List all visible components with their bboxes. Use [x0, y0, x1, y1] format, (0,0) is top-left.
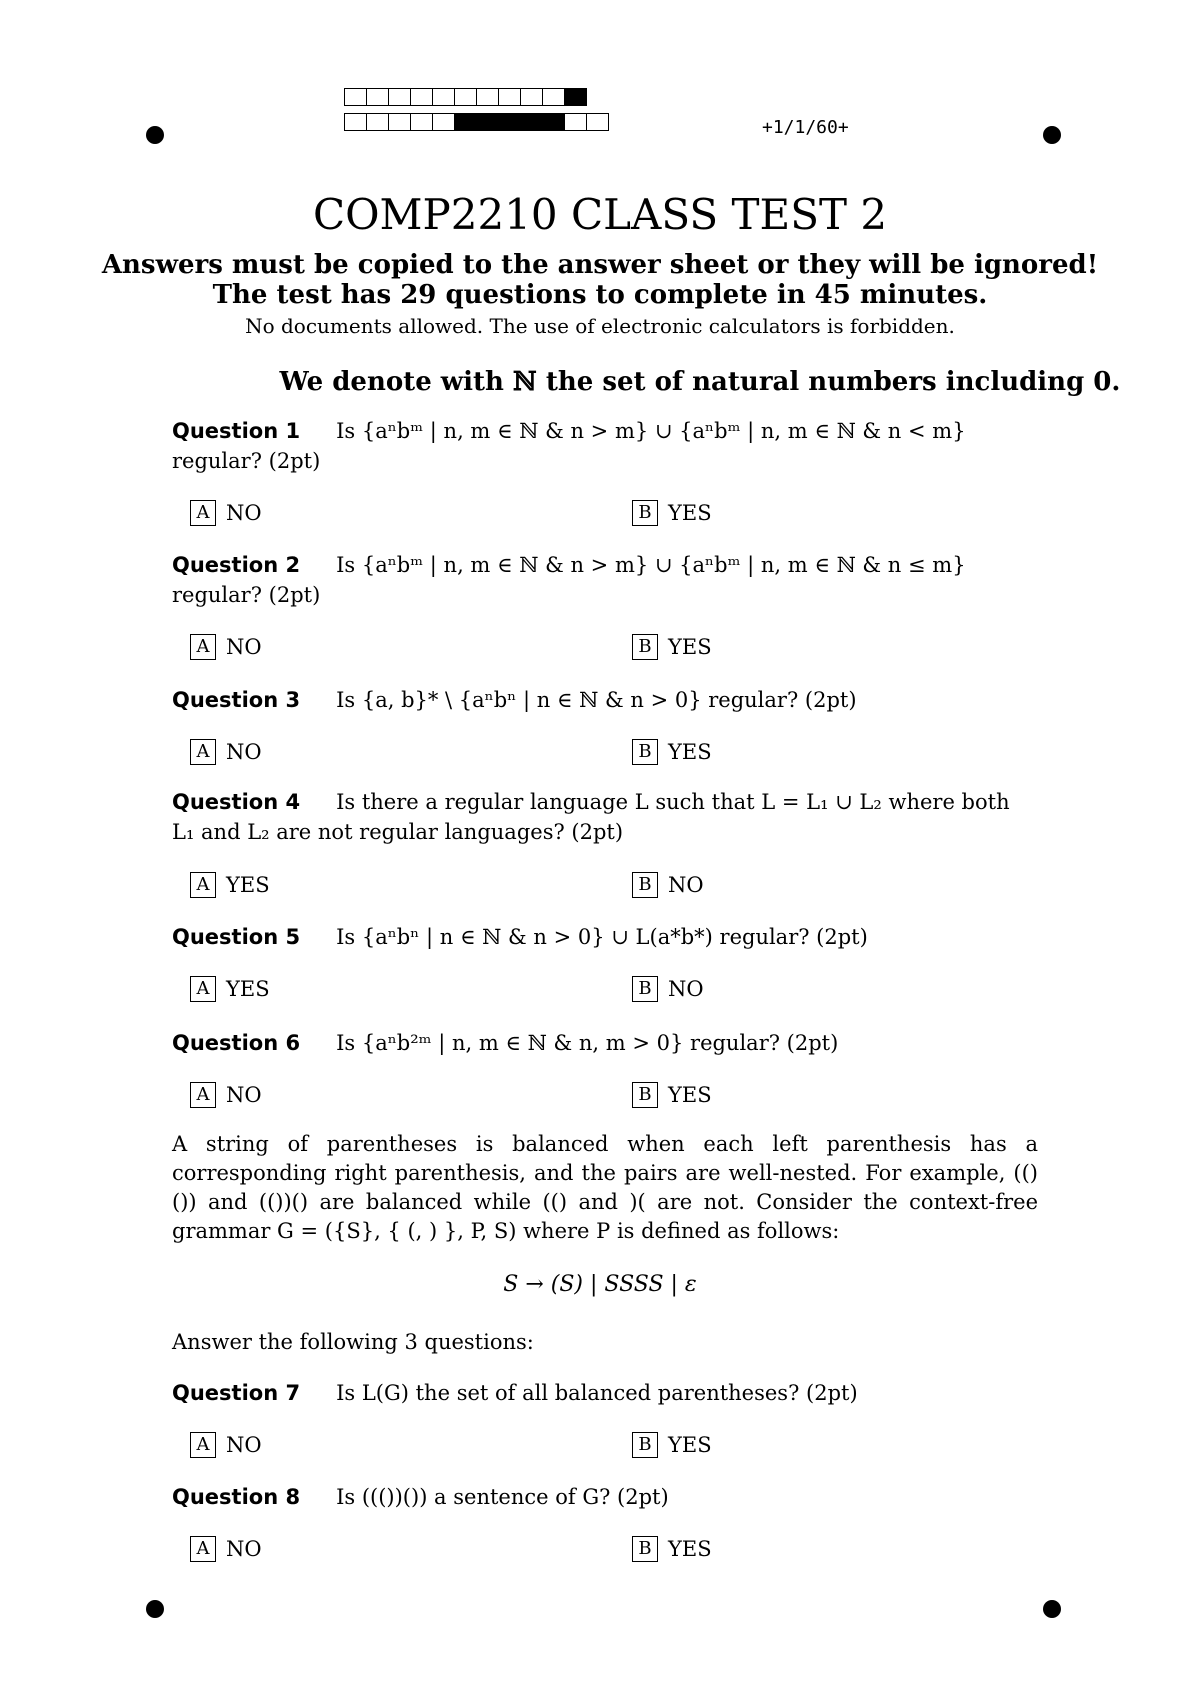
answer-option-a[interactable]: [190, 739, 262, 765]
answer-label: NO: [226, 740, 262, 764]
barcode-cell: [520, 113, 543, 131]
question-4: [172, 787, 1038, 847]
barcode-cell: [366, 88, 389, 106]
checkbox-b[interactable]: B: [632, 500, 658, 526]
question-label: Question 3: [172, 688, 301, 712]
question-text: Is {aⁿb²ᵐ | n, m ∈ ℕ & n, m > 0} regular? (2pt): [336, 1031, 839, 1055]
question-text: Is {aⁿbⁿ | n ∈ ℕ & n > 0} ∪ L(a*b*) regular? (2pt): [336, 925, 868, 949]
barcode-cell: [388, 113, 411, 131]
page-title: COMP2210 CLASS TEST 2: [312, 190, 888, 239]
answer-option-b[interactable]: [632, 500, 712, 526]
barcode-cell: [454, 88, 477, 106]
registration-dot-top-left: [146, 126, 164, 144]
question-2: [172, 550, 1038, 610]
checkbox-a[interactable]: A: [190, 1536, 216, 1562]
question-label: Question 4: [172, 790, 301, 814]
barcode-row: [345, 88, 609, 106]
answer-option-b[interactable]: [632, 739, 712, 765]
barcode-cell: [564, 88, 587, 106]
barcode-cell: [476, 88, 499, 106]
barcode-row: [345, 113, 609, 131]
answer-label: NO: [226, 501, 262, 525]
barcode-cell: [498, 113, 521, 131]
answer-option-a[interactable]: [190, 500, 262, 526]
answer-option-b[interactable]: [632, 1082, 712, 1108]
barcode-cell: [476, 113, 499, 131]
barcode-cell: [520, 88, 543, 106]
checkbox-a[interactable]: A: [190, 872, 216, 898]
barcode-cell: [454, 113, 477, 131]
question-6: [172, 1028, 1038, 1058]
question-7: [172, 1378, 1038, 1408]
answer-label: NO: [668, 873, 704, 897]
answer-option-b[interactable]: [632, 976, 704, 1002]
question-label: Question 6: [172, 1031, 301, 1055]
checkbox-b[interactable]: B: [632, 1536, 658, 1562]
question-1: [172, 416, 1038, 476]
barcode-cell: [564, 113, 587, 131]
grammar-paragraph: A string of parentheses is balanced when each left parenthesis has a corresponding right parenthesis, and the pairs are well-nested. For example, (()()) and (())() are balanced while (() and )( are not. Consider the context-free grammar G = ({S}, { (, ) }, P, S) where P is defined as follows:: [172, 1132, 1038, 1243]
checkbox-a[interactable]: A: [190, 1432, 216, 1458]
barcode-cell: [432, 88, 455, 106]
barcode-cell: [542, 88, 565, 106]
answer-label: YES: [668, 501, 712, 525]
question-label: Question 7: [172, 1381, 301, 1405]
instruction-line-2: The test has 29 questions to complete in 45 minutes.: [212, 280, 988, 310]
question-text: Is ((())()) a sentence of G? (2pt): [336, 1485, 669, 1509]
answer-label: YES: [226, 977, 270, 1001]
barcode: [345, 88, 609, 131]
instruction-line-1: Answers must be copied to the answer sheet or they will be ignored!: [101, 250, 1099, 280]
follow-up-instruction: Answer the following 3 questions:: [172, 1330, 534, 1354]
barcode-cell: [410, 113, 433, 131]
question-text: Is there a regular language L such that L = L₁ ∪ L₂ where both L₁ and L₂ are not regular languages? (2pt): [172, 790, 1010, 844]
answer-option-b[interactable]: [632, 1432, 712, 1458]
question-text: Is L(G) the set of all balanced parentheses? (2pt): [336, 1381, 858, 1405]
checkbox-b[interactable]: B: [632, 1432, 658, 1458]
answer-label: NO: [668, 977, 704, 1001]
barcode-cell: [498, 88, 521, 106]
grammar-rule: S → (S) | SSSS | ε: [503, 1272, 697, 1297]
answer-label: NO: [226, 635, 262, 659]
barcode-cell: [344, 113, 367, 131]
answer-option-a[interactable]: [190, 872, 270, 898]
checkbox-a[interactable]: A: [190, 976, 216, 1002]
answer-option-a[interactable]: [190, 1082, 262, 1108]
checkbox-b[interactable]: B: [632, 976, 658, 1002]
registration-dot-bottom-right: [1043, 1600, 1061, 1618]
answer-label: YES: [668, 1083, 712, 1107]
barcode-cell: [366, 113, 389, 131]
answer-label: YES: [668, 1537, 712, 1561]
checkbox-a[interactable]: A: [190, 739, 216, 765]
question-text: Is {aⁿbᵐ | n, m ∈ ℕ & n > m} ∪ {aⁿbᵐ | n, m ∈ ℕ & n ≤ m} regular? (2pt): [172, 553, 966, 607]
answer-label: YES: [226, 873, 270, 897]
barcode-cell: [344, 88, 367, 106]
barcode-cell: [410, 88, 433, 106]
barcode-cell: [388, 88, 411, 106]
barcode-cell: [432, 113, 455, 131]
checkbox-b[interactable]: B: [632, 634, 658, 660]
question-label: Question 5: [172, 925, 301, 949]
question-label: Question 8: [172, 1485, 301, 1509]
answer-option-a[interactable]: [190, 976, 270, 1002]
answer-label: NO: [226, 1083, 262, 1107]
barcode-cell: [586, 113, 609, 131]
question-5: [172, 922, 1038, 952]
question-text: Is {aⁿbᵐ | n, m ∈ ℕ & n > m} ∪ {aⁿbᵐ | n, m ∈ ℕ & n < m} regular? (2pt): [172, 419, 966, 473]
answer-option-a[interactable]: [190, 1432, 262, 1458]
instruction-line-3: No documents allowed. The use of electronic calculators is forbidden.: [245, 314, 955, 338]
checkbox-a[interactable]: A: [190, 634, 216, 660]
question-3: [172, 685, 1038, 715]
checkbox-b[interactable]: B: [632, 872, 658, 898]
barcode-cell: [542, 113, 565, 131]
answer-option-a[interactable]: [190, 634, 262, 660]
answer-option-a[interactable]: [190, 1536, 262, 1562]
answer-label: YES: [668, 1433, 712, 1457]
registration-dot-top-right: [1043, 126, 1061, 144]
checkbox-b[interactable]: B: [632, 1082, 658, 1108]
notation-note: We denote with ℕ the set of natural numbers including 0.: [279, 367, 1121, 397]
checkbox-a[interactable]: A: [190, 1082, 216, 1108]
checkbox-b[interactable]: B: [632, 739, 658, 765]
question-text: Is {a, b}* \ {aⁿbⁿ | n ∈ ℕ & n > 0} regular? (2pt): [336, 688, 857, 712]
answer-label: YES: [668, 740, 712, 764]
answer-option-b[interactable]: [632, 1536, 712, 1562]
checkbox-a[interactable]: A: [190, 500, 216, 526]
question-label: Question 2: [172, 553, 301, 577]
question-8: [172, 1482, 1038, 1512]
registration-dot-bottom-left: [146, 1600, 164, 1618]
page-tag: +1/1/60+: [762, 117, 849, 138]
answer-label: NO: [226, 1433, 262, 1457]
answer-option-b[interactable]: [632, 872, 704, 898]
answer-label: NO: [226, 1537, 262, 1561]
answer-label: YES: [668, 635, 712, 659]
question-label: Question 1: [172, 419, 301, 443]
answer-option-b[interactable]: [632, 634, 712, 660]
